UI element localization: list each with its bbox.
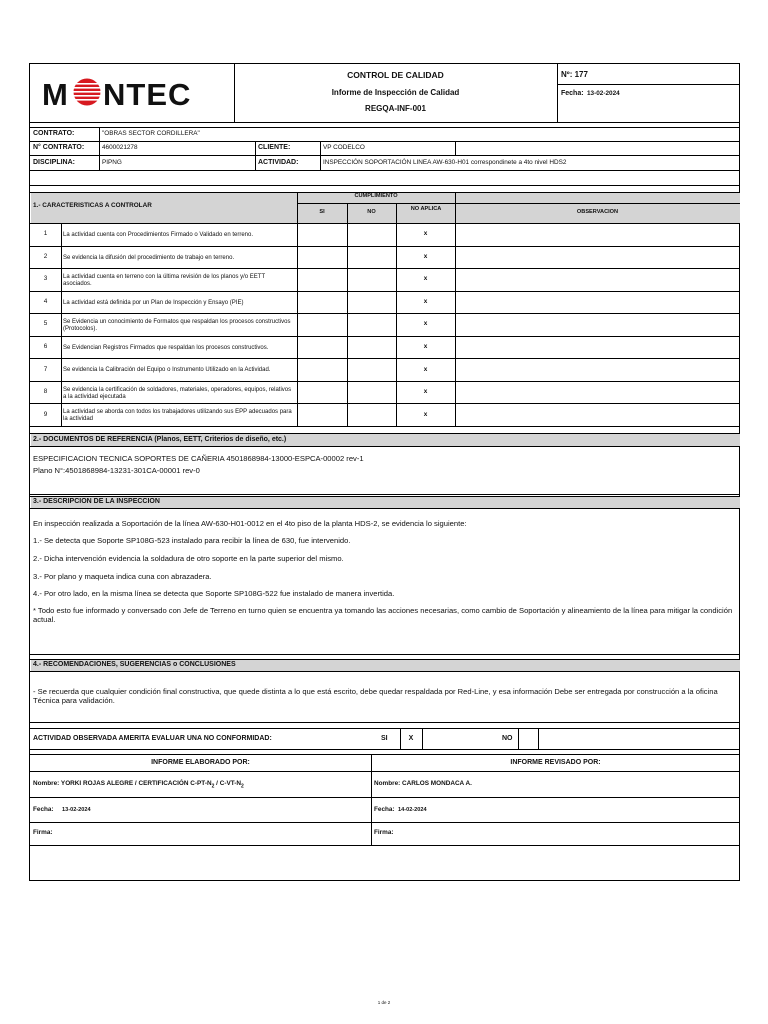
inspection-note: * Todo esto fue informado y conversado con Jefe de Terreno en turno quien se encuentra ya tomando las acciones necesarias, como cambio de Soportación y alineamiento de la línea para mitigar la condición actual. [33,606,733,624]
form-title: CONTROL DE CALIDAD [347,70,444,80]
quality-inspection-form [29,63,740,881]
contrato-label: CONTRATO: [33,130,75,137]
checklist-row-text: La actividad está definida por un Plan de Inspección y Ensayo (PIE) [63,300,244,307]
checklist-cell-na[interactable]: x [423,366,428,373]
inspection-paragraph-intro: En inspección realizada a Soportación de la línea AW-630-H01-0012 en el 4to piso de la planta HDS-2, se evidencia lo siguiente: [33,519,467,528]
checklist-row-number: 3 [43,275,48,282]
checklist-row-number: 9 [43,411,48,418]
nonconformity-no-label: NO [502,735,513,742]
checklist-row-number: 4 [43,298,48,305]
section1-title: 1.- CARACTERISTICAS A CONTROLAR [33,202,152,209]
form-number: Nº: 177 [561,70,588,79]
col-obs-header: OBSERVACION [576,209,619,215]
elaborado-name: Nombre: YORKI ROJAS ALEGRE / CERTIFICACIÓN $C-PT-N_2 / C-VT-N_2$ [33,780,244,790]
revisado-name: Nombre: CARLOS MONDACA A. [374,780,472,787]
checklist-cell-na[interactable]: x [423,230,428,237]
inspection-item-1: 1.- Se detecta que Soporte SP108G-523 instalado para recibir la línea de 630, fue intervenido. [33,536,351,545]
checklist-cell-na[interactable]: x [423,411,428,418]
checklist-cell-na[interactable]: x [423,343,428,350]
svg-text:NTEC: NTEC [103,77,192,110]
page-number: 1 de 2 [377,1000,391,1005]
section3-title: 3.- DESCRIPCION DE LA INSPECCION [33,498,160,505]
ncontrato-label: N° CONTRATO: [33,144,85,151]
contrato-value: "OBRAS SECTOR CORDILLERA" [102,130,200,137]
inspection-item-3: 3.- Por plano y maqueta indica cuna con abrazadera. [33,572,212,581]
elaborado-firma-label: Firma: [33,829,53,836]
inspection-item-4: 4.- Por otro lado, en la misma línea se detecta que Soporte SP108G-522 fue instalado de manera invertida. [33,589,395,598]
actividad-label: ACTIVIDAD: [258,159,299,166]
checklist-row-text: Se Evidencia un conocimiento de Formatos que respaldan los procesos constructivos (Protocolos). [63,318,291,332]
revisado-fecha-label: Fecha: [374,806,395,813]
svg-text:M: M [42,77,69,110]
disciplina-label: DISCIPLINA: [33,159,75,166]
form-code: REGQA-INF-001 [365,104,426,113]
elaborado-header: INFORME ELABORADO POR: [151,759,250,766]
checklist-row-text: Se evidencia la difusión del procedimiento de trabajo en terreno. [63,255,235,262]
recommendation-text: - Se recuerda que cualquier condición final constructiva, que quede distinta a lo que está escrito, debe quedar respaldada por Red-Line, y esa información Debe ser entregada por construcción a la oficina Técnica para validación. [33,687,718,705]
revisado-fecha-value: 14-02-2024 [398,807,427,813]
reference-doc-1: ESPECIFICACION TECNICA SOPORTES DE CAÑERIA 4501868984-13000-ESPCA-00002 rev-1 [33,454,364,463]
nonconformity-si-checkbox[interactable]: X [408,735,414,742]
checklist-cell-na[interactable]: x [423,320,428,327]
revisado-firma-label: Firma: [374,829,394,836]
inspection-item-2: 2.- Dicha intervención evidencia la soldadura de otro soporte en la parte superior del mismo. [33,554,344,563]
disciplina-value: PIPNG [102,159,122,166]
col-na-header: NO APLICA [410,206,442,212]
elaborado-fecha-label: Fecha: [33,806,54,813]
checklist-row-text: Se evidencia la Calibración del Equipo o Instrumento Utilizado en la Actividad. [63,367,271,374]
elaborado-fecha-value: 13-02-2024 [62,807,91,813]
checklist-cell-na[interactable]: x [423,275,428,282]
checklist-row-text: La actividad cuenta con Procedimientos Firmado o Validado en terreno. [63,232,253,239]
col-si-header: SI [319,209,325,215]
checklist-row-number: 2 [43,253,48,260]
checklist-row-number: 8 [43,388,48,395]
cumplimiento-header: CUMPLIMIENTO [354,193,398,199]
header-date-value: 13-02-2024 [587,90,620,97]
checklist-row-text: Se Evidencian Registros Firmados que respaldan los procesos constructivos. [63,345,269,352]
col-no-header: NO [367,209,376,215]
form-subtitle: Informe de Inspección de Calidad [331,88,460,97]
actividad-value: INSPECCIÓN SOPORTACIÓN LINEA AW-630-H01 correspondinete a 4to nivel HDS2 [323,159,567,166]
checklist-cell-na[interactable]: x [423,298,428,305]
nonconformity-si-label: SI [381,735,388,742]
checklist-row-number: 6 [43,343,48,350]
company-logo [40,76,220,110]
checklist-row-text: La actividad cuenta en terreno con la última revisión de los planos y/o EETT asociados. [63,273,266,287]
ncontrato-value: 4600021278 [102,144,138,151]
cliente-value: VP CODELCO [323,144,365,151]
checklist-row-number: 7 [43,366,48,373]
revisado-header: INFORME REVISADO POR: [510,759,601,766]
section4-title: 4.- RECOMENDACIONES, SUGERENCIAS o CONCLUSIONES [33,661,236,668]
checklist-cell-na[interactable]: x [423,388,428,395]
cliente-label: CLIENTE: [258,144,291,151]
section2-title: 2.- DOCUMENTOS DE REFERENCIA (Planos, EETT, Criterios de diseño, etc.) [33,436,287,443]
checklist-row-text: La actividad se aborda con todos los trabajadores utilizando sus EPP adecuados para la actividad [63,408,292,422]
checklist-row-number: 1 [43,230,48,237]
nonconformity-question: ACTIVIDAD OBSERVADA AMERITA EVALUAR UNA NO CONFORMIDAD: [33,735,272,742]
header-date-label: Fecha: [561,90,584,97]
checklist-row-number: 5 [43,320,48,327]
checklist-cell-na[interactable]: x [423,253,428,260]
reference-doc-2: Plano N°:4501868984-13231-301CA-00001 rev-0 [33,466,200,475]
checklist-row-text: Se evidencia la certificación de soldadores, materiales, operadores, equipos, relativos a la actividad ejecutada [63,386,292,400]
